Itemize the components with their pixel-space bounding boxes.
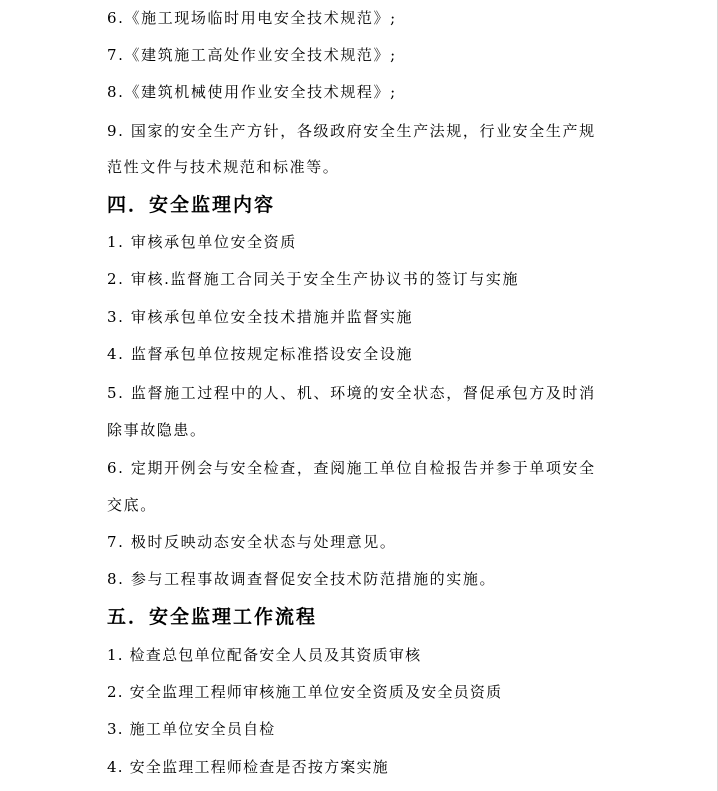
list-item: 1. 审核承包单位安全资质 bbox=[107, 233, 297, 251]
list-item: 3. 审核承包单位安全技术措施并监督实施 bbox=[107, 308, 414, 326]
list-item: 7. 极时反映动态安全状态与处理意见。 bbox=[107, 533, 397, 551]
list-item: 8.《建筑机械使用作业安全技术规程》; bbox=[107, 83, 397, 101]
list-item: 4. 安全监理工程师检查是否按方案实施 bbox=[107, 758, 389, 776]
section-heading-4: 四．安全监理内容 bbox=[107, 194, 276, 216]
list-item: 1. 检查总包单位配备安全人员及其资质审核 bbox=[107, 646, 422, 664]
list-item: 4. 监督承包单位按规定标准搭设安全设施 bbox=[107, 345, 414, 363]
list-item: 8. 参与工程事故调查督促安全技术防范措施的实施。 bbox=[107, 570, 497, 588]
list-item-continuation: 范性文件与技术规范和标准等。 bbox=[107, 158, 340, 176]
list-item: 2. 安全监理工程师审核施工单位安全资质及安全员资质 bbox=[107, 683, 503, 701]
list-item: 5. 监督施工过程中的人、机、环境的安全状态，督促承包方及时消 bbox=[107, 384, 596, 402]
list-item: 3. 施工单位安全员自检 bbox=[107, 720, 276, 738]
section-heading-5: 五．安全监理工作流程 bbox=[107, 606, 318, 628]
list-item: 6. 定期开例会与安全检查，查阅施工单位自检报告并参于单项安全 bbox=[107, 459, 596, 477]
list-item: 2. 审核.监督施工合同关于安全生产协议书的签订与实施 bbox=[107, 270, 520, 288]
list-item-continuation: 除事故隐患。 bbox=[107, 421, 207, 439]
list-item: 9. 国家的安全生产方针，各级政府安全生产法规，行业安全生产规 bbox=[107, 122, 596, 140]
list-item-continuation: 交底。 bbox=[107, 496, 157, 514]
list-item: 6.《施工现场临时用电安全技术规范》; bbox=[107, 9, 397, 27]
list-item: 7.《建筑施工高处作业安全技术规范》; bbox=[107, 46, 397, 64]
